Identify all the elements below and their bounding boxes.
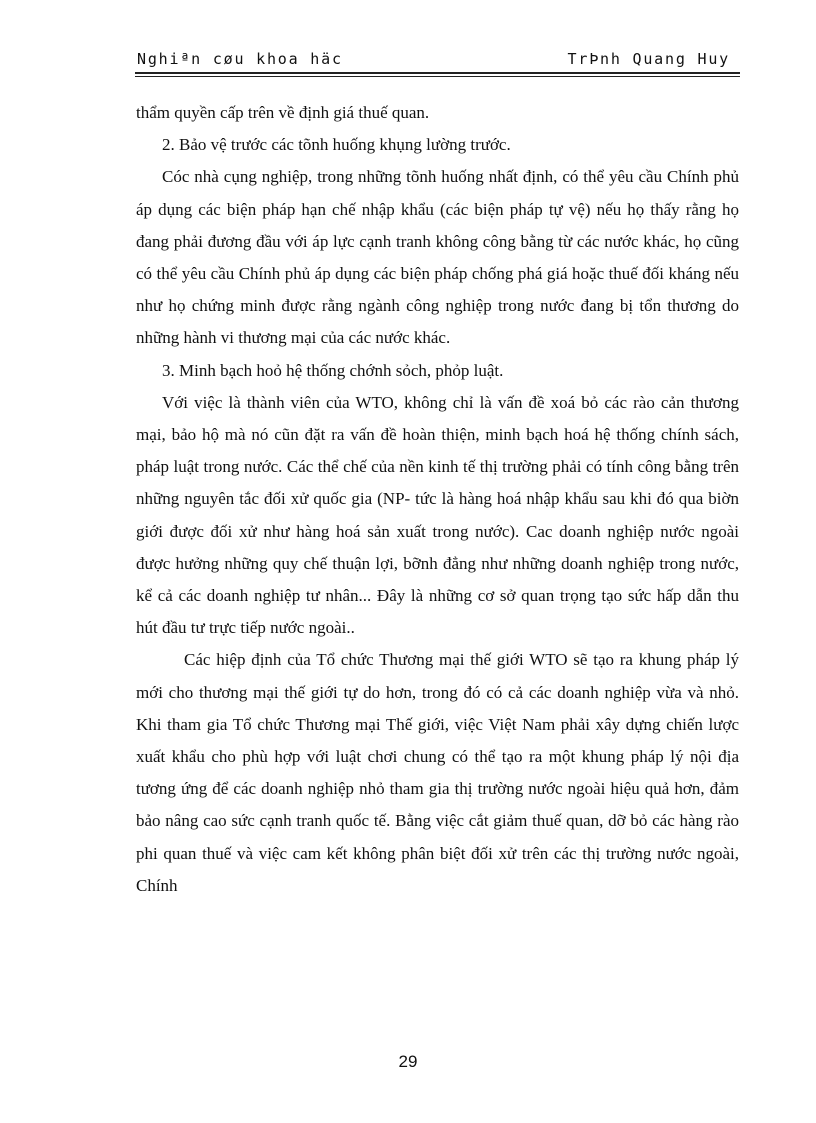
section-heading-2: 2. Bảo vệ trước các tõnh huống khụng lường trước. (162, 135, 511, 155)
paragraph-continued: thẩm quyền cấp trên về định giá thuế quan. (136, 103, 430, 122)
paragraph: Các hiệp định của Tổ chức Thương mại thế giới WTO sẽ tạo ra khung pháp lý mới cho thương mại thế giới tự do hơn, trong đó có cả các doanh nghiệp vừa và nhỏ. Khi tham gia Tổ chức Thương mại Thế giới, việc Việt Nam phải xây dựng chiến lược xuất khẩu cho phù hợp với luật chơi chung có thể tạo ra một khung pháp lý nội địa tương ứng để các doanh nghiệp nhỏ tham gia thị trường nước ngoài hiệu quả hơn, đảm bảo nâng cao sức cạnh tranh quốc tế. Bằng việc cắt giảm thuế quan, dỡ bỏ các hàng rào phi quan thuế và việc cam kết không phân biệt đối xử trên các thị trường nước ngoài, Chính (136, 650, 739, 895)
running-header (135, 50, 740, 72)
header-rule-thin (135, 76, 740, 77)
section-heading-3: 3. Minh bạch hoỏ hệ thống chớnh sỏch, phỏp luật. (162, 360, 504, 380)
header-left-text: Nghiªn cøu khoa häc (137, 50, 343, 68)
header-rule-thick (135, 72, 740, 74)
body-text (136, 97, 739, 902)
page-number: 29 (398, 1052, 418, 1071)
paragraph: Với việc là thành viên của WTO, không chỉ là vấn đề xoá bỏ các rào cản thương mại, bảo hộ mà nó cũn đặt ra vấn đề hoàn thiện, minh bạch hoá hệ thống chính sách, pháp luật trong nước. Các thể chế của nền kinh tế thị trường phải có tính công bằng trên những nguyên tắc đối xử quốc gia (NP- tức là hàng hoá nhập khẩu sau khi đó qua biờn giới được đối xử như hàng hoá sản xuất trong nước). Cac doanh nghiệp nước ngoài được hưởng những quy chế thuận lợi, bỡnh đẳng như những doanh nghiệp trong nước, kể cả các doanh nghiệp tư nhân... Đây là những cơ sở quan trọng tạo sức hấp dẫn thu hút đầu tư trực tiếp nước ngoài.. (136, 392, 739, 638)
paragraph: Cóc nhà cụng nghiệp, trong những tõnh huống nhất định, có thể yêu cầu Chính phủ áp dụng các biện pháp hạn chế nhập khẩu (các biện pháp tự vệ) nếu họ thấy rằng họ đang phải đương đầu với áp lực cạnh tranh không công bằng từ các nước khác, họ cũng có thể yêu cầu Chính phủ áp dụng các biện pháp chống phá giá hoặc thuế đối kháng nếu như họ chứng minh được rằng ngành công nghiệp trong nước đang bị tổn thương do những hành vi thương mại của các nước khác. (136, 167, 739, 348)
header-right-text: TrÞnh Quang Huy (567, 50, 730, 68)
